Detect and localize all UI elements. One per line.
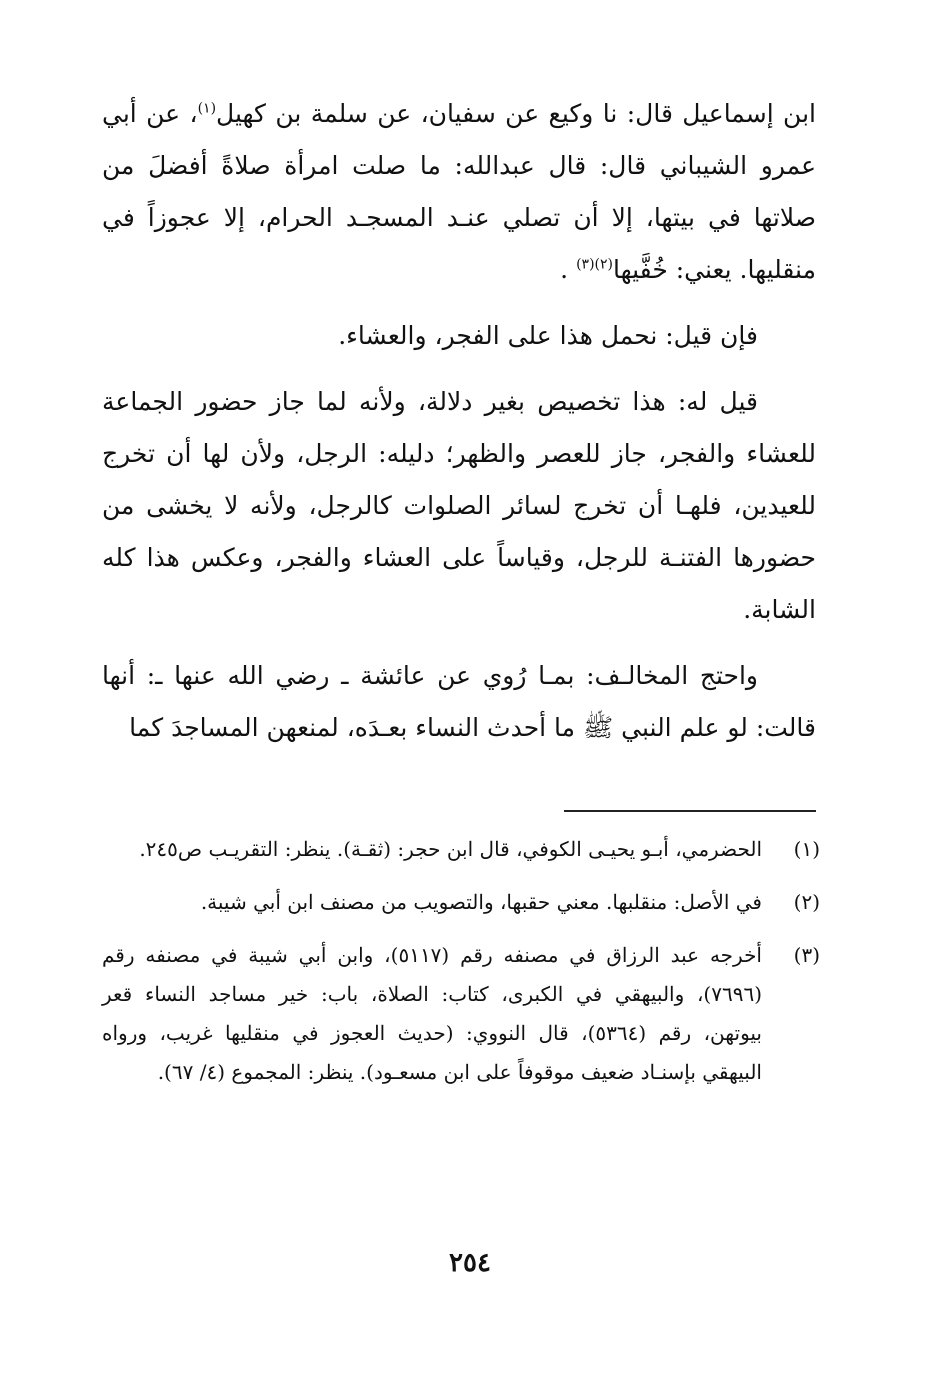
footnote-number: (١) bbox=[793, 837, 820, 861]
footnote-mark: (٢)(٣) bbox=[576, 256, 613, 273]
footnote-text: أخرجه عبد الرزاق في مصنفه رقم (٥١١٧)، وابن أبي شيبة في مصنفه رقم (٧٦٩٦)، والبيهقي في الكبرى، كتاب: الصلاة، باب: خير مساجد النساء قعر بيوتهن، رقم (٥٣٦٤)، قال النووي: (حديث العجوز في منقليها غريب، ورواه البيهقي بإسنـاد ضعيف موقوفاً على ابن مسعـود). ينظر: المجموع (٤/ ٦٧). bbox=[102, 943, 763, 1084]
main-text bbox=[102, 88, 816, 754]
paragraph-text: ، عن أبي عمرو الشيباني قال: قال عبدالله: ما صلت امرأة صلاةً أفضلَ من صلاتها في بيتها، إلا أن تصلي عنـد المسجـد الحرام، إلا عجوزاً في منقليها. يعني: خُفَّيها bbox=[102, 99, 816, 284]
footnote-1 bbox=[102, 830, 820, 869]
paragraph-hadith bbox=[102, 88, 816, 296]
footnote-text: الحضرمي، أبـو يحيـى الكوفي، قال ابن حجر: (ثقـة). ينظر: التقريـب ص٢٤٥. bbox=[139, 837, 762, 861]
footnotes bbox=[102, 830, 820, 1106]
paragraph-opponent: واحتج المخالـف: بمـا رُوي عن عائشة ـ رضي الله عنها ـ: أنها قالت: لو علم النبي ﷺ ما أحدث النساء بعـدَه، لمنعهن المساجدَ كما bbox=[102, 661, 816, 742]
footnote-text: في الأصل: منقلبها. معني حقبها، والتصويب من مصنف ابن أبي شيبة. bbox=[200, 890, 762, 914]
paragraph-objection: فإن قيل: نحمل هذا على الفجر، والعشاء. bbox=[338, 321, 758, 350]
footnote-number: (٢) bbox=[793, 890, 820, 914]
paragraph-text: . bbox=[560, 255, 577, 284]
footnote-2 bbox=[102, 883, 820, 922]
footnote-mark: (١) bbox=[197, 100, 217, 117]
page-number: ٢٥٤ bbox=[449, 1248, 491, 1278]
footnote-number: (٣) bbox=[793, 943, 820, 967]
footnote-separator bbox=[564, 810, 816, 812]
paragraph-text: ابن إسماعيل قال: نا وكيع عن سفيان، عن سلمة بن كهيل bbox=[216, 99, 816, 128]
paragraph-reply: قيل له: هذا تخصيص بغير دلالة، ولأنه لما جاز حضور الجماعة للعشاء والفجر، جاز للعصر والظهر؛ دليله: الرجل، ولأن لها أن تخرج للعيدين، فلهـا أن تخرج لسائر الصلوات كالرجل، ولأنه لا يخشى من حضورها الفتنـة للرجل، وقياساً على العشاء والفجر، وعكس هذا كله الشابة. bbox=[102, 387, 816, 624]
footnote-3 bbox=[102, 936, 820, 1092]
